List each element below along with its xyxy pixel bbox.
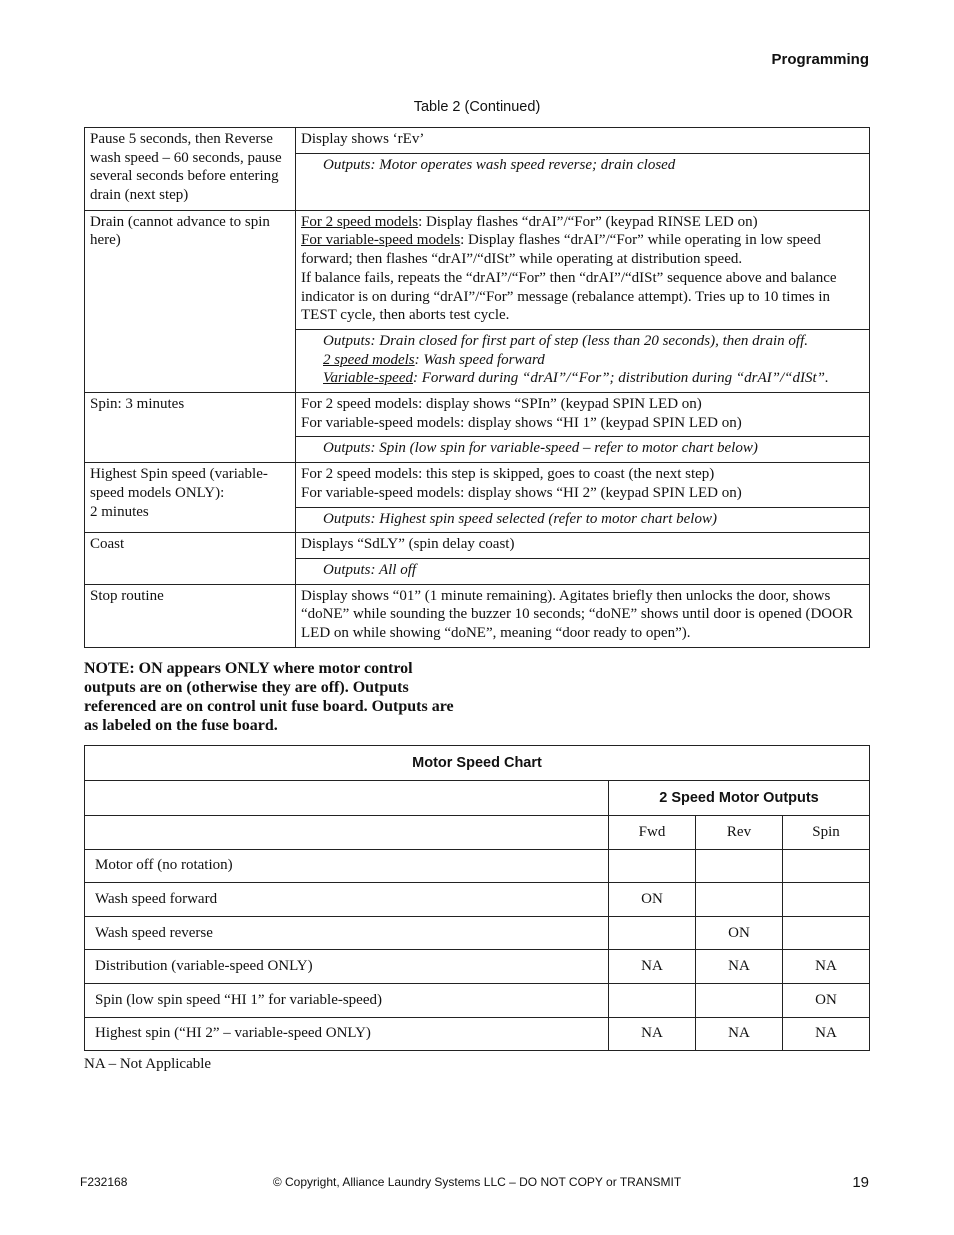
- display-line: For 2 speed models: display shows “SPIn” (keypad SPIN LED on): [301, 396, 702, 413]
- step-line: Highest Spin speed (variable-speed models ONLY):: [90, 466, 268, 501]
- na-footnote: NA – Not Applicable: [84, 1056, 212, 1072]
- table-row: [85, 584, 870, 647]
- section-header: Programming: [771, 51, 869, 68]
- step-cell: [85, 463, 296, 533]
- table-row: [85, 883, 870, 917]
- display-line: For 2 speed models: this step is skipped, goes to coast (the next step): [301, 466, 715, 483]
- table-row: [85, 1017, 870, 1051]
- underlined-text: Variable-speed: [323, 370, 413, 387]
- outputs-cell: Outputs: All off: [296, 558, 870, 584]
- display-line: If balance fails, repeats the “drAI”/“For” then “drAI”/“dISt” sequence above and balance indicator is on during “drAI”/“For” message (rebalance attempt). Tries up to 10 times in TEST cycle, then aborts test cycle.: [301, 269, 837, 324]
- outputs-cell: Outputs: Motor operates wash speed reverse; drain closed: [296, 153, 870, 210]
- table-row: [85, 816, 870, 850]
- row-label: Wash speed forward: [85, 883, 609, 917]
- page-number: 19: [852, 1174, 869, 1191]
- display-text: : Display flashes “drAI”/“For” (keypad RINSE LED on): [418, 213, 758, 230]
- table-row: [85, 950, 870, 984]
- outputs-cell: Outputs: Spin (low spin for variable-speed – refer to motor chart below): [296, 437, 870, 463]
- table-row: [85, 463, 870, 507]
- rev-cell: [696, 983, 783, 1017]
- row-label: Spin (low spin speed “HI 1” for variable-speed): [85, 983, 609, 1017]
- rev-cell: [696, 849, 783, 883]
- display-line: For variable-speed models: display shows “HI 1” (keypad SPIN LED on): [301, 414, 742, 431]
- rev-cell: ON: [696, 916, 783, 950]
- outputs-cell: Outputs: Highest spin speed selected (refer to motor chart below): [296, 507, 870, 533]
- note-text: NOTE: ON appears ONLY where motor control outputs are on (otherwise they are off). Outputs referenced are on control unit fuse board. Outputs are as labeled on the fuse board.: [84, 660, 454, 734]
- table-row: [85, 849, 870, 883]
- table-row: [85, 533, 870, 559]
- step-line: 2 minutes: [90, 503, 149, 520]
- document-number: F232168: [80, 1175, 128, 1189]
- motor-speed-chart: [84, 745, 870, 1051]
- group-header: 2 Speed Motor Outputs: [609, 781, 870, 816]
- row-label: Distribution (variable-speed ONLY): [85, 950, 609, 984]
- spin-cell: [783, 849, 870, 883]
- rev-cell: NA: [696, 1017, 783, 1051]
- row-label: Wash speed reverse: [85, 916, 609, 950]
- rev-cell: NA: [696, 950, 783, 984]
- display-line: For variable-speed models: display shows “HI 2” (keypad SPIN LED on): [301, 484, 742, 501]
- display-cell: Display shows “01” (1 minute remaining). Agitates briefly then unlocks the door, shows “doNE” while sounding the buzzer 10 seconds; “doNE” shows until door is opened (DOOR LED on while showing “doNE”, meaning “door ready to open”).: [296, 584, 870, 647]
- outputs-cell: [296, 329, 870, 392]
- steps-table: [84, 127, 870, 648]
- spin-cell: NA: [783, 950, 870, 984]
- spin-cell: [783, 883, 870, 917]
- fwd-cell: [609, 916, 696, 950]
- step-cell: Stop routine: [85, 584, 296, 647]
- outputs-line: [323, 369, 864, 388]
- chart-title: Motor Speed Chart: [85, 746, 870, 781]
- display-cell: Display shows ‘rEv’: [296, 128, 870, 154]
- rev-cell: [696, 883, 783, 917]
- table-row: [85, 983, 870, 1017]
- table-row: [85, 128, 870, 154]
- column-header: Rev: [696, 816, 783, 850]
- underlined-text: For 2 speed models: [301, 213, 419, 230]
- table-row: [85, 210, 870, 329]
- copyright-notice: © Copyright, Alliance Laundry Systems LLC – DO NOT COPY or TRANSMIT: [272, 1175, 682, 1189]
- fwd-cell: NA: [609, 950, 696, 984]
- outputs-text: : Wash speed forward: [414, 351, 545, 368]
- table-row: [85, 916, 870, 950]
- fwd-cell: NA: [609, 1017, 696, 1051]
- fwd-cell: [609, 849, 696, 883]
- empty-cell: [85, 816, 609, 850]
- step-cell: Coast: [85, 533, 296, 584]
- underlined-text: For variable-speed models: [301, 232, 461, 249]
- spin-cell: ON: [783, 983, 870, 1017]
- outputs-line: [323, 351, 864, 370]
- row-label: Motor off (no rotation): [85, 849, 609, 883]
- outputs-line: Outputs: Drain closed for first part of step (less than 20 seconds), then drain off.: [323, 332, 808, 349]
- display-cell: [296, 463, 870, 507]
- display-line: [301, 213, 864, 232]
- table-row: [85, 781, 870, 816]
- column-header: Spin: [783, 816, 870, 850]
- row-label: Highest spin (“HI 2” – variable-speed ONLY): [85, 1017, 609, 1051]
- fwd-cell: ON: [609, 883, 696, 917]
- display-cell: Displays “SdLY” (spin delay coast): [296, 533, 870, 559]
- table-row: [85, 393, 870, 437]
- display-line: [301, 231, 864, 268]
- table-caption: Table 2 (Continued): [413, 99, 541, 115]
- step-cell: Drain (cannot advance to spin here): [85, 210, 296, 392]
- display-cell: [296, 210, 870, 329]
- empty-cell: [85, 781, 609, 816]
- step-cell: Pause 5 seconds, then Reverse wash speed – 60 seconds, pause several seconds before entering drain (next step): [85, 128, 296, 211]
- table-row: [85, 746, 870, 781]
- fwd-cell: [609, 983, 696, 1017]
- spin-cell: NA: [783, 1017, 870, 1051]
- display-text: : Display flashes “drAI”/“For” while operating in low speed forward; then flashes “drAI”/“dISt” while operating at distribution speed.: [301, 232, 821, 268]
- underlined-text: 2 speed models: [323, 351, 415, 368]
- outputs-text: : Forward during “drAI”/“For”; distribution during “drAI”/“dISt”.: [412, 370, 829, 387]
- column-header: Fwd: [609, 816, 696, 850]
- display-cell: [296, 393, 870, 437]
- step-cell: Spin: 3 minutes: [85, 393, 296, 463]
- spin-cell: [783, 916, 870, 950]
